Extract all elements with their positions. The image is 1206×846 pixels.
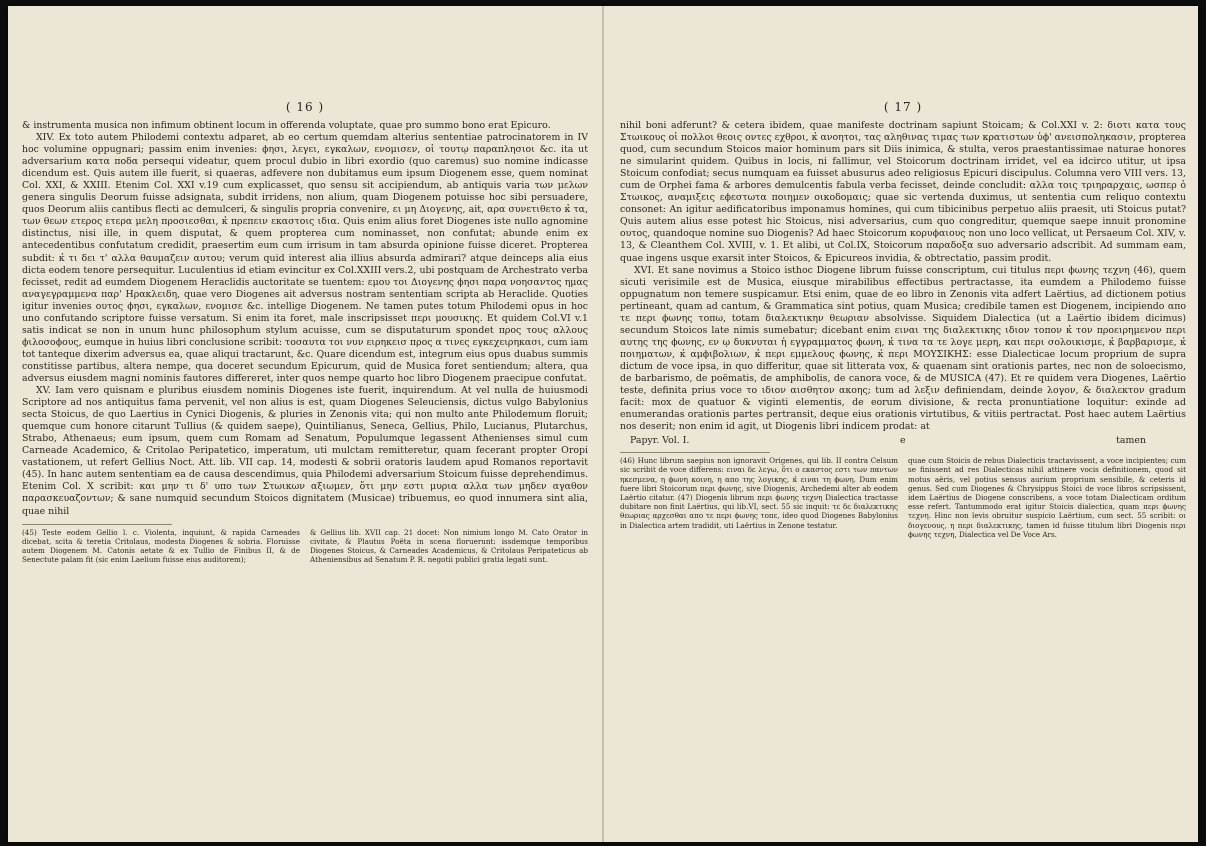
book-spread xyxy=(8,6,1198,842)
page-number: ( 17 ) xyxy=(883,100,923,114)
footnote: (45) Teste eodem Gellio l. c. Violenta, inquiunt, & rapida Carneades dicebat, scita & teretia Critolaus, modesta Diogenes & sobria. Floruisse autem Diogenem M. Catonis aetate & ex Tullio de Finibus II, & de Senectute palam fit (sic enim Laelium fuisse eius auditorem); xyxy=(22,527,300,565)
footnote-divider xyxy=(22,524,172,525)
footnotes xyxy=(22,528,588,565)
page-footer xyxy=(620,435,1186,446)
paragraph: & instrumenta musica non infimum obtinent locum in offerenda voluptate, quae pro summo bono erat Epicuro. xyxy=(22,120,551,131)
book-gutter xyxy=(602,6,604,842)
signature-mark: e xyxy=(899,435,906,447)
footnote: & Gellius lib. XVII cap. 21 docet: Non nimium longo M. Cato Orator in civitate, & Plautus Poëta in scena floruerunt: issdemque temporibus Diogenes Stoicus, & Carneades Academicus, & Critolaus Peripateticus ab Atheniensibus ad Senatum P. R. negotii publici gratia legati sunt. xyxy=(310,527,588,565)
main-text xyxy=(22,120,588,518)
paragraph: nihil boni adferunt? & cetera ibidem, quae manifeste doctrinam sapiunt Stoicam; & Col.XXI v. 2: διοτι κατα τους Στωικους οἱ πολλοι θεοις οντες εχθροι, κ̓ ανοητοι, τας αληθινας τιμας των κρατιστων ὑϕ' ανεισποληκασιν, propterea quod, cum secundum Stoicos maior hominum pars sit Diis inimica, & stulta, veros praestantissimae naturae honores ne simularint quidem. Quibus in locis, ni fallimur, vel Stoicorum doctrinam irridet, vel ea idcirco utitur, ut ipsa Stoicum confodiat; secus numquam ea fuisset abusurus adeo religiosus Epicuri discipulus. Columna vero VIII vers. 13, cum de Orphei fama & arbores demulcentis fabula verba fecisset, deinde concludit: αλλα τοις τριηραρχαις, ωσπερ ὁ Στωικος, αναμιξεις εϕεστωτα ποιημεν οικοδομαις; quae sic vertenda duximus, ut sententia cum reliquo contextu consonet: An igitur aedificatoribus imponamus homines, qui cum tibicinibus perpetuo aliis praesit, uti Stoicus putat? Quis autem alius esse potest hic Stoicus, nisi adversarius, cum quo congreditur, quemque saepe innuit pronomine ουτος, quandoque nomine suo Diogenis? Ad haec Stoicorum κορυϕαιους non uno loco vellicat, ut Persaeum Col. XIV, v. 13, & Cleanthem Col. XVIII, v. 1. Et alibi, ut Col.IX, Stoicorum παραδοξα suo adversario adscribit. Ad summam eam, quae ingens usque exarsit inter Stoicos, & Epicureos invidia, & obtrectatio, passim prodit. xyxy=(620,120,1186,264)
catchword: tamen xyxy=(1116,435,1146,447)
page-number: ( 16 ) xyxy=(285,100,325,114)
main-text xyxy=(620,120,1186,433)
footnotes xyxy=(620,456,1186,539)
right-page xyxy=(620,12,1186,834)
volume-label: Papyr. Vol. I. xyxy=(630,435,690,447)
paragraph: XV. Iam vero quisnam e pluribus eiusdem nominis Diogenes iste fuerit, inquirendum. At vel nulla de huiusmodi Scriptore ad nos antiquitus fama pervenit, vel non alius is est, quam Diogenes Seleuciensis, dictus vulgo Babylonius secta Stoicus, de quo Laertius in Cynici Diogenis, & pluries in Zenonis vita; qui non multo ante Philodemum floruit; quemque cum honore citarunt Tullius (& quidem saepe), Quintilianus, Seneca, Gellius, Philo, Lucianus, Plutarchus, Strabo, Athenaeus; eum ipsum, quem cum Romam ad Senatum, Populumque legassent Athenienses simul cum Carneade Academico, & Critolao Peripatetico, imperatum, uti mulctam remitteretur, quam fecerant propter Oropi vastationem, ut refert Gellius Noct. Att. lib. VII cap. 14, modesti & sobrii oratoris laudem apud Romanos reportavit (45). In hanc autem sententiam ea de causa descendimus, quia Philodemi adversarium Stoicum fuisse deprehendimus. Etenim Col. X scribit: και μην τι δ' υπο των Στωικων αξιωμεν, ὅτι μην εστι μυρια αλλα των μηδεν αγαθον παρασκευαζοντων; & sane numquid secundum Stoicos dignitatem (Musicae) tribuemus, eo quod innumera sint alia, quae nihil xyxy=(22,385,588,517)
paragraph: XIV. Ex toto autem Philodemi contextu adparet, ab eo certum quemdam alterius sententiae patrocinatorem in IV hoc volumine oppugnari; passim enim invenies: ϕησι, λεγει, εγκαλων, ενομισεν, οἱ τουτῳ παραπλησιοι &c. ita ut adversarium κατα ποδα persequi videatur, quem procul dubio in libri exordio (quo caremus) suo nomine indicasse dicendum est. Quis autem ille fuerit, si quaeras, adfevere non dubitamus eum ipsum Diogenem esse, quem nominat Col. XXI, & XXIII. Etenim Col. XXI v.19 cum explicasset, quo sensu sit accipiendum, ab antiquis varia των μελων genera singulis Deorum fuisse adsignata, subdit irridens, non alium, quam Diogenem potuisse hoc sibi persuadere, quos Deorum aliis cantibus flecti ac demulceri, & singulis propria convenire, ει μη Διογενης, ait, αρα συνετιθετο κ̓ τα, των θεων ετερος ετερα μελη προσιεσθαι, κ̓ πρεπειν εκαστοις ιδια. Quis enim alius foret Diogenes iste nullo agnomine distinctus, nisi ille, in quem disputat, & quem propterea cum nominasset, non confutat; abunde enim ex antecedentibus confutatum credidit, praesertim eum cum irrisum in tam absurda opinione fuisse diceret. Propterea subdit: κ̓ τι δει τ' αλλα θαυμαζειν αυτου; verum quid interest alia illius absurda admirari? atque deinceps alia eius dicta eodem tenore persequitur. Luculentius id etiam evincitur ex Col.XXIII vers.2, ubi postquam de Archestrato verba fecisset, redit ad eumdem Diogenem Heraclidis auctoritate se tuentem: εμου τοι Διογενης ϕησι παρα νοησαντος ημας αναγεγραμμενα παρ' Ηρακλειδη, quae vero Diogenes ait adversus nostram sententiam scripta ab Heraclide. Quoties igitur invenies ουτος ϕησι, εγκαλων, ενομισε &c. intellige Diogenem. Ne tamen putes totum Philodemi opus in hoc uno confutando scriptore fuisse versatum. Si enim ita foret, male inscripsisset περι μουσικης. Et quidem Col.VI v.1 satis indicat se non in unum hunc philosophum stylum acuisse, cum se disputaturum spondet προς τους αλλους ϕιλοσοϕους, eumque in huius libri conclusione scribit: τοσαυτα τοι νυν ειρηκεισ προς α τινες εγκεχειρηκασι, cum iam tot tanteque dixerim adversus ea, quae aliqui tractarunt, &c. Quare dicendum est, integrum eius opus duabus summis constitisse partibus, altera nempe, qua doceret secundum Epicurum, quid de Musica foret sentiendum; altera, qua adversus eiusdem magni nominis fautores differeret, inter quos nempe quarto hoc libro Diogenem praecipue confutat. xyxy=(22,132,588,384)
footnote-divider xyxy=(620,452,770,453)
left-page xyxy=(22,12,588,834)
paragraph: XVI. Et sane novimus a Stoico isthoc Diogene librum fuisse conscriptum, cui titulus περι ϕωνης τεχνη (46), quem sicuti verisimile est de Musica, eiusque mirabilibus effectibus pertractasse, ita eumdem a Philodemo fuisse oppugnatum non temere suspicamur. Etsi enim, quae de eo libro in Zenonis vita adfert Laërtius, ad dictionem potius pertineant, quam ad cantum, & Grammatica sint potius, quam Musica; credibile tamen est Diogenem, incipiendo απο τε περι ϕωνης τοπω, totam διαλεκτικην θεωριαν absolvisse. Siquidem Dialectica (ut a Laërtio ibidem dicimus) secundum Stoicos late nimis sumebatur; dicebant enim ειναι της διαλεκτικης ιδιον τοπον κ̓ τον προειρημενον περι αυτης της ϕωνης, εν ῳ δυκνυται ἡ εγγραμματος ϕωνη, κ̓ τινα τα τε λογε μερη, και περι σολοικισμε, κ̓ βαρβαρισμε, κ̓ ποιηματων, κ̓ αμϕιβολιων, κ̓ περι εμμελους ϕωνης, κ̓ περι ΜΟΥΣΙΚΗΣ: esse Dialecticae locum proprium de supra dictum de voce ipsa, in quo differitur, quae sit litterata vox, & quaenam sint orationis partes, nec non de soloecismo, de barbarismo, de poëmatis, de amphibolis, de canora voce, & de MUSICA (47). Et re quidem vera Diogenes, Laërtio teste, definita prius voce το ιδιον αισθητον ακοης; tum ad λεξιν definiendam, deinde λογον, & διαλεκτον gradum facit: mox de quatuor & viginti elementis, de eorum divisione, & recta pronuntiatione loquitur: exinde ad enumerandas orationis partes pertransit, deque eius orationis virtutibus, & vitiis pertractat. Post haec autem Laërtius nos deserit; non enim id agit, ut Diogenis libri indicem prodat: at xyxy=(620,264,1186,433)
footnote: (46) Hunc librum saepius non ignoravit Origenes, qui lib. II contra Celsum sic scribit de voce differens: ειναι δε λεγω, ὅτι ο εκαστος εστι των παντων ηκεσμενα, η ϕωνη κοινη, η απο της λογικης, κ̓ ειναι τη ϕωνη. Dum enim fuere libri Stoicorum περι ϕωνης, sive Diogenis, Archedemi alter ab eodem Laërtio citatur. (47) Diogenis librum περι ϕωνης τεχνη Dialectica tractasse dubitare non finit Laërtius, qui lib.VI, sect. 55 sic inquit: τε δε διαλεκτικης θεωριας αρχεσθαι απο τε περι ϕωνης τοπε, ideo quod Diogenes Babylonius in Dialectica artem tradidit, uti Laërtius in Zenone testatur. xyxy=(620,456,898,530)
footnote: quae cum Stoicis de rebus Dialecticis tractavissent, a voce incipientes; cum se finissent ad res Dialecticas nihil attinere vocis definitionem, quod sit motus aëris, vel potius sensus aurium proprium sensibile, & ceteris id genus. Sed cum Diogenes & Chrysippus Stoici de voce libros scripsissent, idem Laërtius de Diogene conscribens, a voce totam Dialecticam orditum esse refert. Tantummodo erat igitur Stoicis dialectica, quam περι ϕωνης τεχνη. Hinc non levis obruitur suspicio Laërtium, cum sect. 55 scribit: οι διογενους, η περι διαλεκτικης, tamen id fuisse titulum libri Diogenis περι ϕωνης τεχνη, Dialectica vel De Voce Ars. xyxy=(908,456,1186,539)
